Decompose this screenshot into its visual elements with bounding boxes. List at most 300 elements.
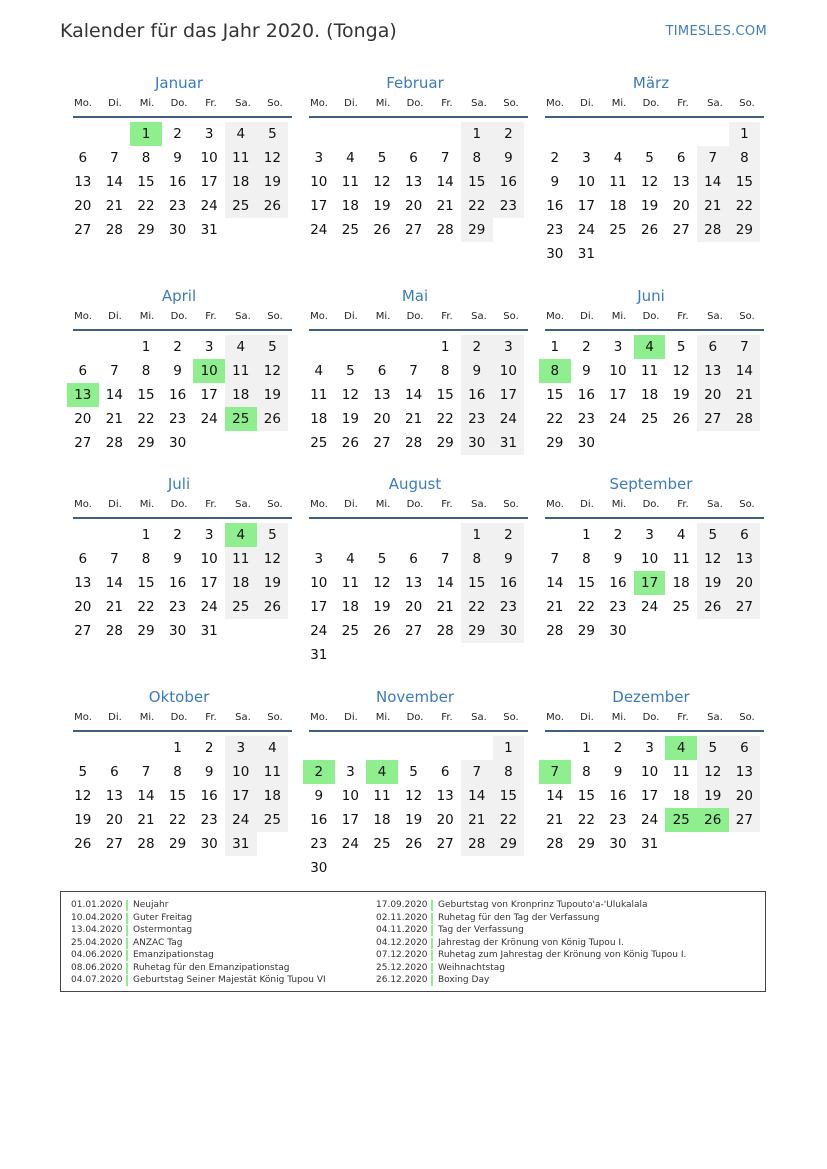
empty-day-cell bbox=[335, 523, 367, 547]
day-cell: 28 bbox=[729, 407, 761, 431]
day-cell: 12 bbox=[373, 174, 391, 190]
day-cell: 29 bbox=[137, 623, 155, 639]
holiday-name: Weihnachtstag bbox=[438, 962, 505, 973]
header-rule bbox=[309, 517, 528, 519]
week-row bbox=[67, 760, 291, 784]
weekday-label: Di. bbox=[344, 98, 358, 109]
day-cell: 3 bbox=[645, 740, 654, 756]
holiday-date: 04.06.2020 bbox=[71, 950, 123, 960]
month-7 bbox=[67, 473, 291, 639]
holiday-entry bbox=[376, 974, 686, 987]
holiday-day-cell: 4 bbox=[366, 760, 398, 784]
empty-day-cell bbox=[257, 431, 289, 455]
month-2 bbox=[303, 72, 527, 238]
empty-day-cell bbox=[366, 736, 398, 760]
weekday-label: Mi. bbox=[611, 712, 627, 723]
weekday-header bbox=[67, 710, 291, 726]
day-cell: 12 bbox=[697, 547, 729, 571]
empty-day-cell bbox=[398, 523, 430, 547]
day-cell: 30 bbox=[168, 623, 187, 639]
weekday-label: Do. bbox=[406, 499, 424, 510]
day-cell: 21 bbox=[105, 411, 123, 427]
day-cell: 15 bbox=[577, 788, 595, 804]
month-10 bbox=[67, 686, 291, 852]
week-row bbox=[303, 784, 527, 808]
day-cell: 23 bbox=[200, 812, 218, 828]
day-cell: 18 bbox=[341, 599, 359, 615]
day-cell: 15 bbox=[461, 571, 493, 595]
weekday-label: Mo. bbox=[74, 712, 92, 723]
day-cell: 15 bbox=[137, 174, 155, 190]
week-row bbox=[539, 431, 763, 455]
weekday-label: Di. bbox=[344, 311, 358, 322]
day-cell: 14 bbox=[436, 174, 454, 190]
day-cell: 20 bbox=[672, 198, 690, 214]
weekday-label: Mo. bbox=[74, 98, 92, 109]
day-cell: 24 bbox=[200, 599, 218, 615]
holiday-name: Neujahr bbox=[133, 900, 169, 910]
day-cell: 11 bbox=[225, 547, 257, 571]
empty-day-cell bbox=[335, 643, 367, 667]
day-cell: 31 bbox=[200, 623, 218, 639]
day-cell: 9 bbox=[493, 146, 525, 170]
day-cell: 13 bbox=[373, 387, 391, 403]
day-grid bbox=[303, 122, 527, 242]
day-cell: 19 bbox=[404, 812, 423, 828]
empty-day-cell bbox=[493, 218, 525, 242]
empty-day-cell bbox=[366, 523, 398, 547]
day-cell: 8 bbox=[729, 146, 761, 170]
day-cell: 24 bbox=[640, 812, 659, 828]
day-cell: 14 bbox=[546, 575, 564, 591]
day-cell: 30 bbox=[461, 431, 493, 455]
day-cell: 18 bbox=[341, 198, 359, 214]
day-cell: 10 bbox=[310, 174, 328, 190]
day-cell: 11 bbox=[609, 174, 627, 190]
day-grid bbox=[539, 736, 763, 856]
day-grid bbox=[303, 335, 527, 455]
week-row bbox=[303, 431, 527, 455]
weekday-label: Sa. bbox=[471, 499, 487, 510]
weekday-label: Do. bbox=[170, 311, 188, 322]
week-row bbox=[303, 407, 527, 431]
day-cell: 2 bbox=[173, 339, 182, 355]
day-cell: 5 bbox=[676, 339, 686, 355]
header-rule bbox=[545, 116, 764, 118]
weekday-label: So. bbox=[739, 311, 755, 322]
week-row bbox=[539, 194, 763, 218]
empty-day-cell bbox=[303, 122, 335, 146]
day-cell: 9 bbox=[550, 174, 560, 190]
day-cell: 9 bbox=[461, 359, 493, 383]
day-cell: 13 bbox=[404, 575, 423, 591]
day-cell: 10 bbox=[577, 174, 595, 190]
day-cell: 10 bbox=[200, 551, 218, 567]
day-grid bbox=[539, 523, 763, 643]
day-cell: 5 bbox=[697, 523, 729, 547]
weekday-label: So. bbox=[739, 712, 755, 723]
day-cell: 25 bbox=[640, 411, 659, 427]
day-cell: 13 bbox=[404, 174, 423, 190]
day-cell: 27 bbox=[404, 222, 423, 238]
day-cell: 11 bbox=[373, 788, 391, 804]
day-cell: 11 bbox=[672, 764, 690, 780]
day-cell: 28 bbox=[105, 222, 123, 238]
week-row bbox=[539, 736, 763, 760]
empty-day-cell bbox=[398, 643, 430, 667]
day-cell: 23 bbox=[609, 812, 627, 828]
empty-day-cell bbox=[665, 832, 697, 856]
day-cell: 21 bbox=[404, 411, 423, 427]
weekday-label: So. bbox=[503, 311, 519, 322]
week-row bbox=[303, 122, 527, 146]
day-cell: 8 bbox=[173, 764, 182, 780]
holiday-marker bbox=[126, 900, 128, 911]
day-cell: 16 bbox=[168, 387, 187, 403]
month-name: April bbox=[161, 287, 197, 305]
month-name: September bbox=[609, 475, 693, 493]
empty-day-cell bbox=[429, 643, 461, 667]
day-cell: 9 bbox=[173, 363, 182, 379]
empty-day-cell bbox=[225, 619, 257, 643]
day-cell: 7 bbox=[110, 551, 119, 567]
month-12 bbox=[539, 686, 763, 852]
holiday-entry bbox=[71, 962, 326, 975]
weekday-label: So. bbox=[739, 98, 755, 109]
day-cell: 20 bbox=[404, 599, 423, 615]
day-cell: 14 bbox=[105, 387, 123, 403]
day-cell: 13 bbox=[105, 788, 123, 804]
weekday-label: Mo. bbox=[546, 98, 564, 109]
weekday-label: Sa. bbox=[471, 712, 487, 723]
week-row bbox=[303, 383, 527, 407]
holiday-date: 04.11.2020 bbox=[376, 925, 428, 935]
week-row bbox=[539, 335, 763, 359]
day-cell: 23 bbox=[493, 194, 525, 218]
empty-day-cell bbox=[729, 619, 761, 643]
day-cell: 28 bbox=[546, 836, 564, 852]
day-cell: 19 bbox=[257, 383, 289, 407]
empty-day-cell bbox=[257, 832, 289, 856]
day-cell: 3 bbox=[314, 551, 324, 567]
day-cell: 4 bbox=[225, 335, 257, 359]
day-cell: 6 bbox=[676, 150, 686, 166]
weekday-label: So. bbox=[267, 311, 283, 322]
empty-day-cell bbox=[634, 122, 666, 146]
day-cell: 25 bbox=[225, 194, 257, 218]
day-cell: 26 bbox=[373, 623, 391, 639]
week-row bbox=[539, 170, 763, 194]
week-row bbox=[539, 407, 763, 431]
empty-day-cell bbox=[602, 242, 634, 266]
day-cell: 26 bbox=[373, 222, 391, 238]
holiday-name: Emanzipationstag bbox=[133, 950, 214, 960]
day-cell: 3 bbox=[204, 527, 214, 543]
day-cell: 27 bbox=[672, 222, 690, 238]
holiday-entry bbox=[71, 899, 326, 912]
day-cell: 2 bbox=[461, 335, 493, 359]
empty-day-cell bbox=[366, 122, 398, 146]
day-cell: 6 bbox=[729, 736, 761, 760]
weekday-label: Fr. bbox=[205, 712, 217, 723]
weekday-label: Di. bbox=[344, 712, 358, 723]
day-cell: 11 bbox=[225, 146, 257, 170]
holiday-marker bbox=[126, 925, 128, 936]
day-cell: 5 bbox=[697, 736, 729, 760]
day-cell: 23 bbox=[168, 411, 187, 427]
day-cell: 1 bbox=[493, 736, 525, 760]
holiday-day-cell: 1 bbox=[130, 122, 162, 146]
day-cell: 5 bbox=[257, 122, 289, 146]
day-cell: 1 bbox=[141, 339, 151, 355]
holiday-date: 17.09.2020 bbox=[376, 900, 428, 910]
weekday-header bbox=[539, 710, 763, 726]
day-cell: 9 bbox=[613, 764, 623, 780]
day-cell: 6 bbox=[409, 150, 418, 166]
weekday-label: Mi. bbox=[375, 712, 391, 723]
day-cell: 23 bbox=[168, 198, 187, 214]
empty-day-cell bbox=[99, 736, 131, 760]
day-cell: 2 bbox=[493, 122, 525, 146]
day-cell: 24 bbox=[225, 808, 257, 832]
day-cell: 26 bbox=[697, 595, 729, 619]
holiday-entry bbox=[376, 899, 686, 912]
day-cell: 22 bbox=[436, 411, 454, 427]
empty-day-cell bbox=[634, 619, 666, 643]
week-row bbox=[539, 122, 763, 146]
day-cell: 29 bbox=[729, 218, 761, 242]
week-row bbox=[67, 407, 291, 431]
weekday-label: Mo. bbox=[310, 712, 328, 723]
weekday-label: Mo. bbox=[546, 499, 564, 510]
week-row bbox=[539, 808, 763, 832]
week-row bbox=[67, 571, 291, 595]
day-cell: 1 bbox=[461, 523, 493, 547]
header-rule bbox=[309, 329, 528, 331]
empty-day-cell bbox=[602, 122, 634, 146]
week-row bbox=[67, 431, 291, 455]
weekday-label: Fr. bbox=[441, 712, 453, 723]
day-cell: 5 bbox=[645, 150, 654, 166]
site-logo-link[interactable]: TIMESLES.COM bbox=[665, 24, 767, 39]
day-cell: 27 bbox=[373, 435, 391, 451]
week-row bbox=[539, 595, 763, 619]
holiday-marker bbox=[431, 963, 433, 974]
month-name: Juli bbox=[167, 475, 191, 493]
day-cell: 4 bbox=[346, 150, 355, 166]
week-row bbox=[67, 194, 291, 218]
holiday-date: 13.04.2020 bbox=[71, 925, 123, 935]
day-cell: 10 bbox=[609, 363, 627, 379]
holiday-entry bbox=[71, 949, 326, 962]
weekday-label: Do. bbox=[170, 499, 188, 510]
empty-day-cell bbox=[303, 736, 335, 760]
empty-day-cell bbox=[398, 856, 430, 880]
day-cell: 2 bbox=[204, 740, 214, 756]
weekday-label: Sa. bbox=[707, 712, 723, 723]
week-row bbox=[67, 218, 291, 242]
day-cell: 8 bbox=[461, 146, 493, 170]
empty-day-cell bbox=[99, 335, 131, 359]
day-cell: 12 bbox=[404, 788, 423, 804]
day-grid bbox=[303, 736, 527, 880]
weekday-header bbox=[67, 497, 291, 513]
day-cell: 17 bbox=[640, 788, 659, 804]
holiday-marker bbox=[126, 963, 128, 974]
empty-day-cell bbox=[493, 856, 525, 880]
weekday-label: Fr. bbox=[677, 311, 689, 322]
day-cell: 9 bbox=[173, 150, 182, 166]
day-cell: 6 bbox=[377, 363, 387, 379]
day-cell: 2 bbox=[493, 523, 525, 547]
day-cell: 8 bbox=[141, 551, 151, 567]
day-cell: 17 bbox=[310, 599, 328, 615]
week-row bbox=[539, 218, 763, 242]
weekday-label: So. bbox=[503, 712, 519, 723]
day-cell: 14 bbox=[697, 170, 729, 194]
empty-day-cell bbox=[665, 242, 697, 266]
month-name: November bbox=[375, 688, 455, 706]
weekday-label: Fr. bbox=[677, 499, 689, 510]
day-cell: 15 bbox=[461, 170, 493, 194]
week-row bbox=[67, 523, 291, 547]
day-cell: 17 bbox=[310, 198, 328, 214]
day-cell: 29 bbox=[577, 623, 595, 639]
weekday-header bbox=[67, 309, 291, 325]
week-row bbox=[303, 359, 527, 383]
day-cell: 25 bbox=[373, 836, 391, 852]
week-row bbox=[303, 643, 527, 667]
holiday-marker bbox=[431, 925, 433, 936]
holiday-day-cell: 4 bbox=[665, 736, 697, 760]
day-cell: 10 bbox=[640, 551, 659, 567]
day-cell: 1 bbox=[440, 339, 450, 355]
weekday-label: Do. bbox=[642, 499, 660, 510]
day-cell: 29 bbox=[168, 836, 187, 852]
day-cell: 11 bbox=[341, 575, 359, 591]
day-cell: 4 bbox=[257, 736, 289, 760]
day-cell: 2 bbox=[173, 126, 182, 142]
empty-day-cell bbox=[697, 619, 729, 643]
month-name: Oktober bbox=[148, 688, 210, 706]
day-cell: 15 bbox=[137, 387, 155, 403]
day-cell: 1 bbox=[461, 122, 493, 146]
empty-day-cell bbox=[665, 122, 697, 146]
empty-day-cell bbox=[225, 218, 257, 242]
day-cell: 4 bbox=[225, 122, 257, 146]
weekday-label: Do. bbox=[406, 98, 424, 109]
day-cell: 10 bbox=[640, 764, 659, 780]
month-8 bbox=[303, 473, 527, 663]
day-cell: 2 bbox=[613, 527, 623, 543]
header-rule bbox=[73, 730, 292, 732]
header-rule bbox=[73, 116, 292, 118]
day-cell: 17 bbox=[341, 812, 359, 828]
day-cell: 21 bbox=[436, 198, 454, 214]
holiday-marker bbox=[431, 938, 433, 949]
day-cell: 9 bbox=[173, 551, 182, 567]
day-cell: 12 bbox=[640, 174, 659, 190]
holiday-day-cell: 2 bbox=[303, 760, 335, 784]
week-row bbox=[539, 547, 763, 571]
empty-day-cell bbox=[335, 736, 367, 760]
day-cell: 3 bbox=[204, 339, 214, 355]
day-cell: 15 bbox=[493, 784, 525, 808]
day-cell: 21 bbox=[546, 599, 564, 615]
weekday-header bbox=[539, 96, 763, 112]
day-cell: 23 bbox=[168, 599, 187, 615]
day-cell: 6 bbox=[440, 764, 450, 780]
day-cell: 25 bbox=[341, 222, 359, 238]
holiday-date: 25.12.2020 bbox=[376, 962, 428, 973]
day-cell: 14 bbox=[105, 174, 123, 190]
month-name: Dezember bbox=[612, 688, 690, 706]
day-cell: 13 bbox=[74, 575, 92, 591]
empty-day-cell bbox=[398, 335, 430, 359]
day-cell: 29 bbox=[461, 619, 493, 643]
day-cell: 18 bbox=[373, 812, 391, 828]
day-cell: 27 bbox=[105, 836, 123, 852]
day-cell: 13 bbox=[697, 359, 729, 383]
day-cell: 24 bbox=[609, 411, 627, 427]
month-name: Mai bbox=[401, 287, 429, 305]
month-name: Februar bbox=[386, 74, 444, 92]
week-row bbox=[67, 619, 291, 643]
day-cell: 14 bbox=[105, 575, 123, 591]
month-name: August bbox=[388, 475, 442, 493]
holiday-day-cell: 25 bbox=[665, 808, 697, 832]
month-name: Juni bbox=[637, 287, 665, 305]
day-cell: 24 bbox=[310, 222, 328, 238]
day-cell: 30 bbox=[168, 222, 187, 238]
empty-day-cell bbox=[366, 335, 398, 359]
day-grid bbox=[539, 335, 763, 455]
week-row bbox=[67, 122, 291, 146]
week-row bbox=[67, 832, 291, 856]
day-cell: 27 bbox=[697, 407, 729, 431]
day-cell: 14 bbox=[404, 387, 423, 403]
holiday-name: Tag der Verfassung bbox=[438, 925, 524, 935]
empty-day-cell bbox=[539, 122, 571, 146]
day-cell: 29 bbox=[436, 435, 454, 451]
holiday-date: 10.04.2020 bbox=[71, 912, 123, 923]
day-cell: 15 bbox=[729, 170, 761, 194]
day-cell: 16 bbox=[200, 788, 218, 804]
week-row bbox=[67, 736, 291, 760]
day-cell: 19 bbox=[672, 387, 690, 403]
day-cell: 11 bbox=[640, 363, 659, 379]
holiday-list bbox=[60, 891, 766, 992]
day-cell: 16 bbox=[461, 383, 493, 407]
day-cell: 22 bbox=[137, 198, 155, 214]
day-cell: 26 bbox=[640, 222, 659, 238]
day-cell: 20 bbox=[74, 599, 92, 615]
day-cell: 1 bbox=[582, 527, 591, 543]
holiday-day-cell: 10 bbox=[193, 359, 225, 383]
day-cell: 7 bbox=[110, 363, 119, 379]
weekday-label: Fr. bbox=[677, 98, 689, 109]
day-cell: 7 bbox=[110, 150, 119, 166]
weekday-label: Sa. bbox=[471, 98, 487, 109]
day-cell: 6 bbox=[409, 551, 418, 567]
weekday-label: Mo. bbox=[74, 499, 92, 510]
day-cell: 16 bbox=[609, 575, 627, 591]
day-cell: 6 bbox=[110, 764, 119, 780]
month-name: März bbox=[632, 74, 670, 92]
month-9 bbox=[539, 473, 763, 639]
holiday-day-cell: 25 bbox=[225, 407, 257, 431]
day-cell: 10 bbox=[310, 575, 328, 591]
